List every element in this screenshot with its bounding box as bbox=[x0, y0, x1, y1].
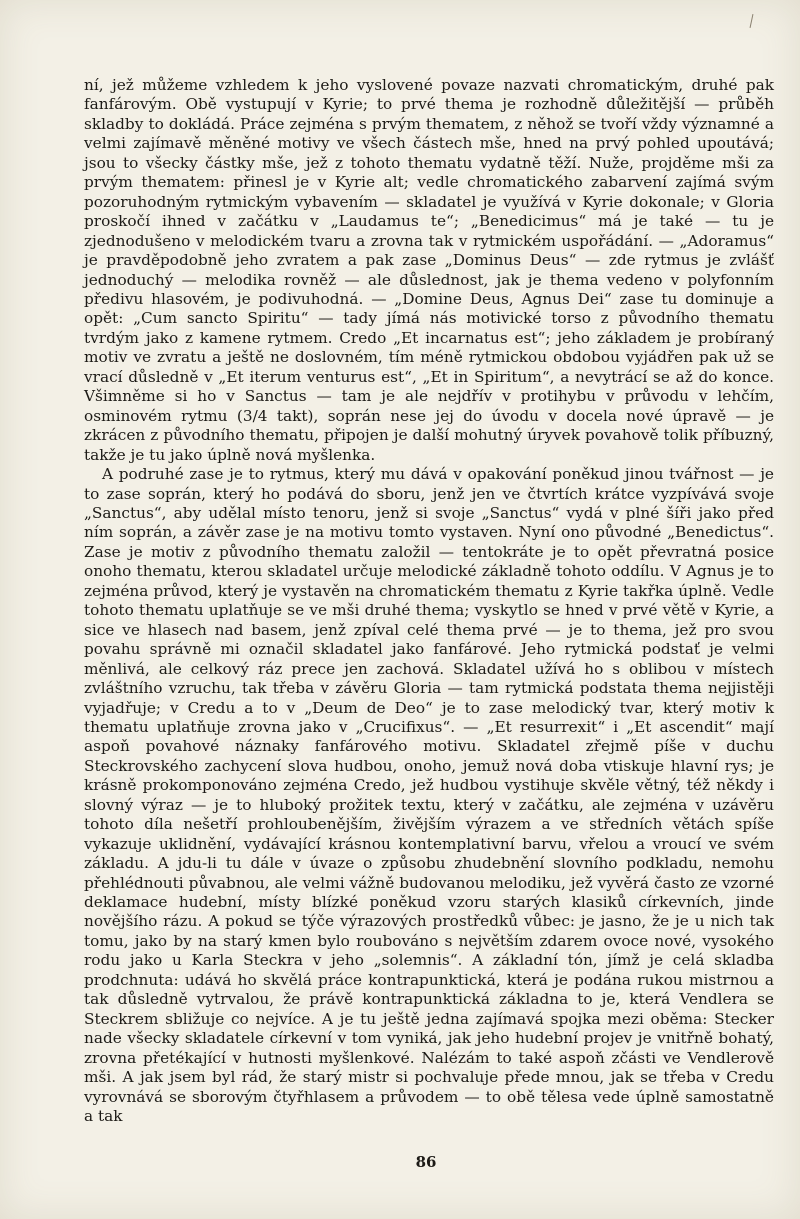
paragraph-1: ní, jež můžeme vzhledem k jeho vyslovené povaze nazvati chromatickým, druhé pak fanfárovým. Obě vystupují v Kyrie; to prvé thema je rozhodně důležitější — průběh skladby to dokládá. Práce zejména s prvým thematem, z něhož se tvoří vždy významné a velmi zajímavě měněné motivy ve všech částech mše, hned na prvý pohled upoutává; jsou to všecky částky mše, jež z tohoto thematu vydatně těží. Nuže, projděme mši za prvým thematem: přinesl je v Kyrie alt; vedle chromatického zabarvení zajímá svým pozoruhodným rytmickým vybavením — skladatel je využívá v Kyrie dokonale; v Gloria proskočí ihned v začátku v „Laudamus te“; „Benedicimus“ má je také — tu je zjednodušeno v melodickém tvaru a zrovna tak v rytmickém uspořádání. — „Adoramus“ je pravděpodobně jeho zvratem a pak zase „Dominus Deus“ — zde rytmus je zvlášť jednoduchý — melodika rovněž — ale důslednost, jak je thema vedeno v polyfonním předivu hlasovém, je podivuhodná. — „Domine Deus, Agnus Dei“ zase tu dominuje a opět: „Cum sancto Spiritu“ — tady jímá nás motivické torso z původního thematu tvrdým jako z kamene rytmem. Credo „Et incarnatus est“; jeho základem je probíraný motiv ve zvratu a ještě ne doslovném, tím méně rytmickou obdobou vyjádřen pak už se vrací důsledně v „Et iterum venturus est“, „Et in Spiritum“, a nevytrácí se až do konce. Všimněme si ho v Sanctus — tam je ale nejdřív v protihybu v průvodu v lehčím, osminovém rytmu (3/4 takt), soprán nese jej do úvodu v docela nové úpravě — je zkrácen z původního thematu, připojen je další mohutný úryvek povahově tolik příbuzný, takže je tu jako úplně nová myšlenka. bbox=[84, 76, 774, 464]
paragraph-2: A podruhé zase je to rytmus, který mu dává v opakování poněkud jinou tvářnost — je to zase soprán, který ho podává do sboru, jenž jen ve čtvrtích krátce vyzpívává svoje „Sanctus“, aby udělal místo tenoru, jenž si svoje „Sanctus“ vydá v plné šíři jako před ním soprán, a závěr zase je na motivu tomto vystaven. Nyní ono původné „Benedictus“. Zase je motiv z původního thematu založil — tentokráte je to opět převratná posice onoho thematu, kterou skladatel určuje melodické základně tohoto oddílu. V Agnus je to zejména průvod, který je vystavěn na chromatickém thematu z Kyrie takřka úplně. Vedle tohoto thematu uplatňuje se ve mši druhé thema; vyskytlo se hned v prvé větě v Kyrie, a sice ve hlasech nad basem, jenž zpíval celé thema prvé — je to thema, jež pro svou povahu správně mi označil skladatel jako fanfárové. Jeho rytmická podstať je velmi měnlivá, ale celkový ráz prece jen zachová. Skladatel užívá ho s oblibou v místech zvláštního vzruchu, tak třeba v závěru Gloria — tam rytmická podstata thema nejjistěji vyjadřuje; v Credu a to v „Deum de Deo“ je to zase melodický tvar, který motiv k thematu uplatňuje zrovna jako v „Crucifixus“. — „Et resurrexit“ i „Et ascendit“ mají aspoň povahové náznaky fanfárového motivu. Skladatel zřejmě píše v duchu Steckrovského zachycení slova hudbou, onoho, jemuž nová doba vtiskuje hlavní rys; je krásně prokomponováno zejména Credo, jež hudbou vystihuje skvěle větný, též někdy i slovný výraz — je to hluboký prožitek textu, který v začátku, ale zejména v uzávěru tohoto díla nešetří prohloubenějším, živějším výrazem a ve středních větách spíše vykazuje uklidnění, vydávající krásnou kontemplativní barvu, vřelou a vroucí ve svém základu. A jdu-li tu dále v úvaze o způsobu zhudebnění slovního podkladu, nemohu přehlédnouti půvabnou, ale velmi vážně budovanou melodiku, jež vyvěrá často ze vzorné deklamace hudební, místy blízké poněkud vzoru starých klasiků církevních, jinde novějšího rázu. A pokud se týče výrazových prostředků vůbec: je jasno, že je u nich tak tomu, jako by na starý kmen bylo roubováno s největším zdarem ovoce nové, vysokého rodu jako u Karla Steckra v jeho „solemnis“. A základní tón, jímž je celá skladba prodchnuta: udává ho skvělá práce kontrapunktická, která je podána rukou mistrnou a tak důsledně vytrvalou, že právě kontrapunktická základna to je, která Vendlera se Steckrem sbližuje co nejvíce. A je tu ještě jedna zajímavá spojka mezi oběma: Stecker nade všecky skladatele církevní v tom vyniká, jak jeho hudební projev je vnitřně bohatý, zrovna přetékající v hutnosti myšlenkové. Nalézám to také aspoň zčásti ve Vendlerově mši. A jak jsem byl rád, že starý mistr si pochvaluje přede mnou, jak se třeba v Credu vyrovnává se sborovým čtyřhlasem a průvodem — to obě tělesa vede úplně samostatně a tak bbox=[84, 465, 774, 1126]
body-text bbox=[84, 76, 774, 1126]
margin-mark bbox=[750, 14, 754, 28]
page-number: 86 bbox=[415, 1153, 437, 1171]
